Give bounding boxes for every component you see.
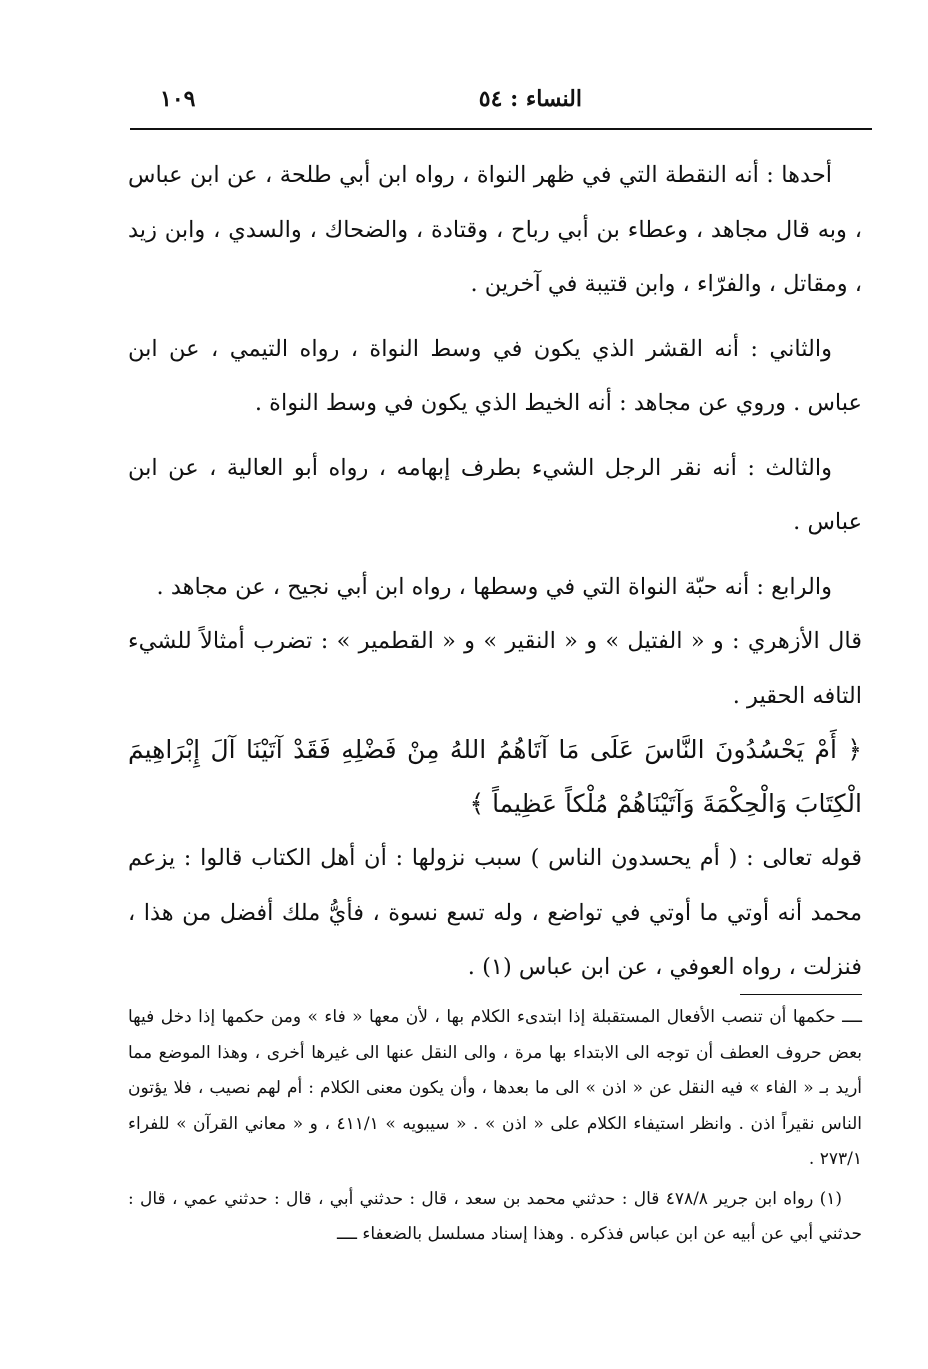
paragraph-azhari: قال الأزهري : و « الفتيل » و « النقير » و « القطمير » : تضرب أمثالاً للشيء التافه الحقير .	[128, 628, 862, 709]
page-header	[130, 84, 872, 130]
footnote-separator	[740, 994, 862, 995]
paragraph-third-opinion: والثالث : أنه نقر الرجل الشيء بطرف إبهامه ، رواه أبو العالية ، عن ابن عباس .	[128, 454, 862, 535]
paragraph-fourth-opinion: والرابع : أنه حبّة النواة التي في وسطها ، رواه ابن أبي نجيح ، عن مجاهد .	[156, 573, 832, 600]
footnote-1: (١) رواه ابن جرير ٤٧٨/٨ قال : حدثني محمد بن سعد ، قال : حدثني أبي ، قال : حدثني عمي ، قال : حدثني أبي عن أبيه عن ابن عباس فذكره . وهذا إسناد مسلسل بالضعفاء ــــ	[128, 1188, 862, 1244]
footnote-continuation: ــــ حكمها أن تنصب الأفعال المستقبلة إذا ابتدىء الكلام بها ، لأن معها « فاء » ومن حكمها إذا دخل فيها بعض حروف العطف أن توجه الى الابتداء بها مرة ، والى النقل عنها الى غيرها أخرى ، وهذا الموضع مما أريد بـ « الفاء » فيه النقل عن « اذن » الى ما بعدها ، وأن يكون معنى الكلام : أم لهم نصيب ، فلا يؤتون الناس نقيراً اذن . وانظر استيفاء الكلام على « اذن » . « سيبويه » ٤١١/١ ، و « معاني القرآن » للفراء ٢٧٣/١ .	[128, 1007, 862, 1169]
paragraph-first-opinion: أحدها : أنه النقطة التي في ظهر النواة ، رواه ابن أبي طلحة ، عن ابن عباس ، وبه قال مجاهد ، وعطاء بن أبي رباح ، وقتادة ، والضحاك ، والسدي ، وابن زيد ، ومقاتل ، والفرّاء ، وابن قتيبة في آخرين .	[128, 162, 862, 297]
surah-title: النساء : ٥٤	[478, 86, 582, 112]
paragraph-asbab-nuzul: قوله تعالى : ( أم يحسدون الناس ) سبب نزولها : أن أهل الكتاب قالوا : يزعم محمد أنه أوتي ما أوتي في تواضع ، وله تسع نسوة ، فأيُّ ملك أفضل من هذا ، فنزلت ، رواه العوفي ، عن ابن عباس (١) .	[128, 845, 862, 980]
paragraph-second-opinion: والثاني : أنه القشر الذي يكون في وسط النواة ، رواه التيمي ، عن ابن عباس . وروي عن مجاهد : أنه الخيط الذي يكون في وسط النواة .	[128, 335, 862, 416]
quran-verse: ﴿ أَمْ يَحْسُدُونَ النَّاسَ عَلَى مَا آتَاهُمُ اللهُ مِنْ فَضْلِهِ فَقَدْ آتَيْنَا آلَ إِبْرَاهِيمَ الْكِتَابَ وَالْحِكْمَةَ وَآتَيْنَاهُمْ مُلْكاً عَظِيماً ﴾	[128, 735, 862, 818]
page-number: ١٠٩	[160, 86, 196, 112]
footnotes	[128, 1000, 862, 1253]
main-text	[128, 148, 862, 995]
